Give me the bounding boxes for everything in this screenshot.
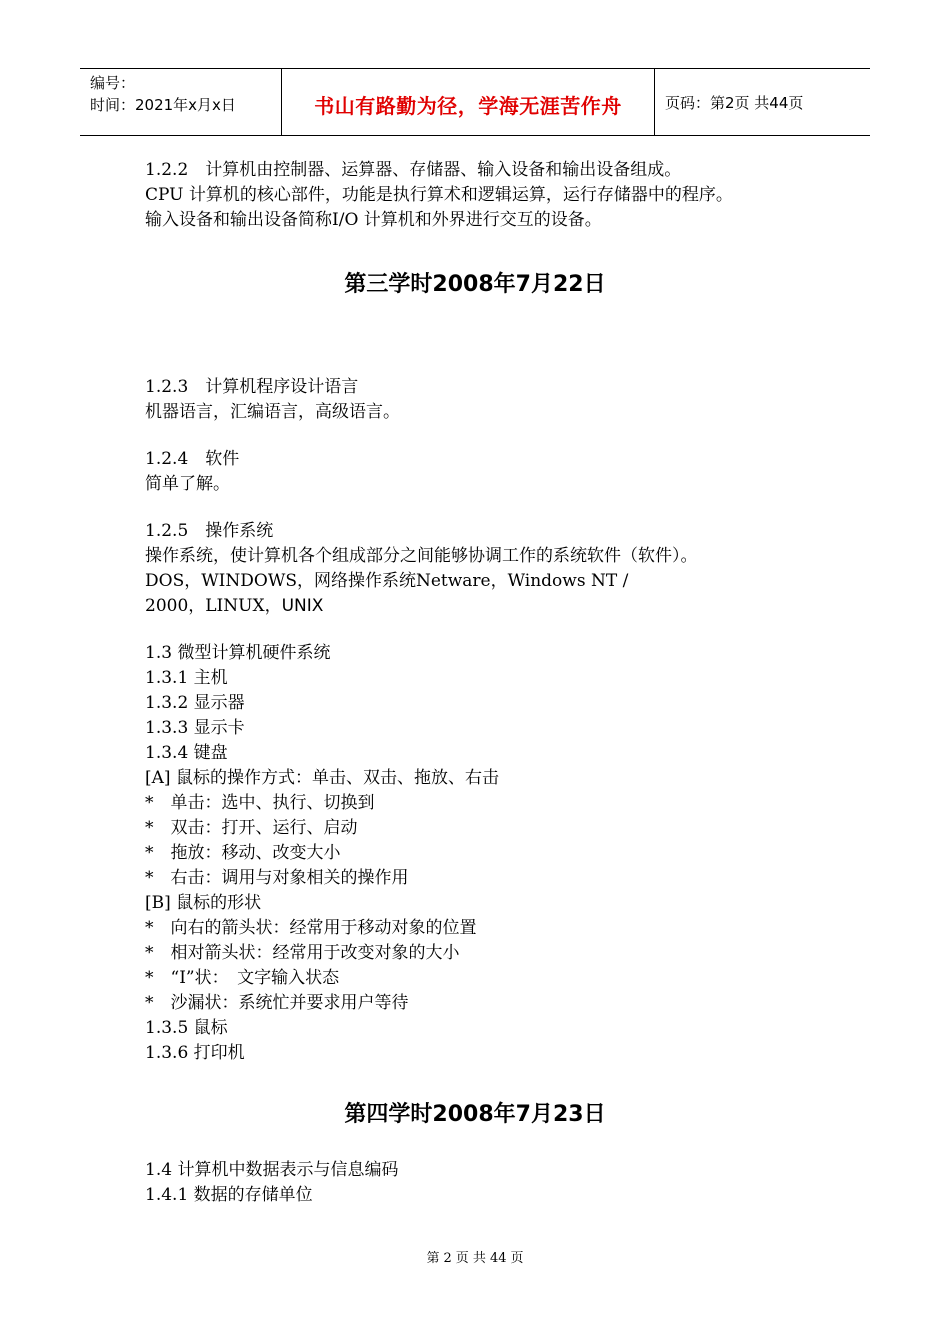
- section-heading: 第三学时2008年7月22日: [344, 272, 606, 297]
- text-line: 1.2.3 计算机程序设计语言: [145, 377, 359, 397]
- text-line: 1.3 微型计算机硬件系统: [145, 643, 331, 663]
- os-block: [145, 519, 845, 619]
- list-item: * 沙漏状：系统忙并要求用户等待: [145, 993, 409, 1013]
- text-line: 1.4.1 数据的存储单位: [145, 1185, 313, 1205]
- list-item: * “I”状： 文字输入状态: [145, 968, 340, 988]
- text-line: 1.2.4 软件: [145, 449, 240, 469]
- text-line: [B] 鼠标的形状: [145, 893, 262, 913]
- text-line: 1.3.6 打印机: [145, 1043, 245, 1063]
- text-line: 1.4 计算机中数据表示与信息编码: [145, 1160, 399, 1180]
- header-meta: [80, 69, 282, 135]
- text-line: 1.2.2 计算机由控制器、运算器、存储器、输入设备和输出设备组成。: [145, 160, 682, 180]
- footer-total: 44: [489, 1251, 507, 1266]
- list-item: * 单击：选中、执行、切换到: [145, 793, 375, 813]
- header-motto-cell: [282, 69, 655, 135]
- footer-page-number: 2: [443, 1251, 452, 1266]
- list-item: * 双击：打开、运行、启动: [145, 818, 358, 838]
- text-block: [145, 1158, 845, 1208]
- text-line: 1.3.2 显示器: [145, 693, 245, 713]
- text-fragment: 2000，LINUX，: [145, 596, 282, 616]
- footer-suffix: 页: [510, 1251, 524, 1266]
- list-item: * 右击：调用与对象相关的操作用: [145, 868, 409, 888]
- text-line: 1.3.1 主机: [145, 668, 228, 688]
- footer-prefix: 第: [426, 1251, 440, 1266]
- list-item: * 拖放：移动、改变大小: [145, 843, 341, 863]
- page-header: [80, 68, 870, 136]
- unix-label: UNIX: [281, 596, 324, 616]
- intro-block: [145, 158, 845, 233]
- text-block: [145, 447, 845, 497]
- text-block: [145, 375, 845, 425]
- text-line: 1.3.4 键盘: [145, 743, 228, 763]
- number-label: 编号：: [90, 74, 136, 92]
- text-line: 输入设备和输出设备简称I/O 计算机和外界进行交互的设备。: [145, 210, 602, 230]
- text-line: [A] 鼠标的操作方式：单击、双击、拖放、右击: [145, 768, 499, 788]
- text-line: 机器语言，汇编语言，高级语言。: [145, 402, 400, 422]
- page-footer: [0, 1247, 950, 1266]
- text-line: 1.3.5 鼠标: [145, 1018, 228, 1038]
- text-line: 1.2.5 操作系统: [145, 521, 274, 541]
- list-item: * 向右的箭头状：经常用于移动对象的位置: [145, 918, 477, 938]
- text-line: CPU 计算机的核心部件，功能是执行算术和逻辑运算，运行存储器中的程序。: [145, 185, 733, 205]
- motto: 书山有路勤为径，学海无涯苦作舟: [314, 94, 622, 118]
- text-line: [145, 594, 845, 619]
- text-line: DOS，WINDOWS，网络操作系统Netware，Windows NT /: [145, 571, 629, 591]
- footer-mid: 页 共: [455, 1251, 486, 1266]
- section-heading: 第四学时2008年7月23日: [344, 1102, 606, 1127]
- header-page-label: 页码：第2页 共44页: [665, 94, 804, 112]
- time-label: 时间：2021年x月x日: [90, 96, 236, 114]
- hardware-block: [145, 641, 845, 1066]
- text-line: 1.3.3 显示卡: [145, 718, 245, 738]
- text-line: 操作系统，使计算机各个组成部分之间能够协调工作的系统软件（软件）。: [145, 546, 698, 566]
- text-line: 简单了解。: [145, 474, 230, 494]
- list-item: * 相对箭头状：经常用于改变对象的大小: [145, 943, 460, 963]
